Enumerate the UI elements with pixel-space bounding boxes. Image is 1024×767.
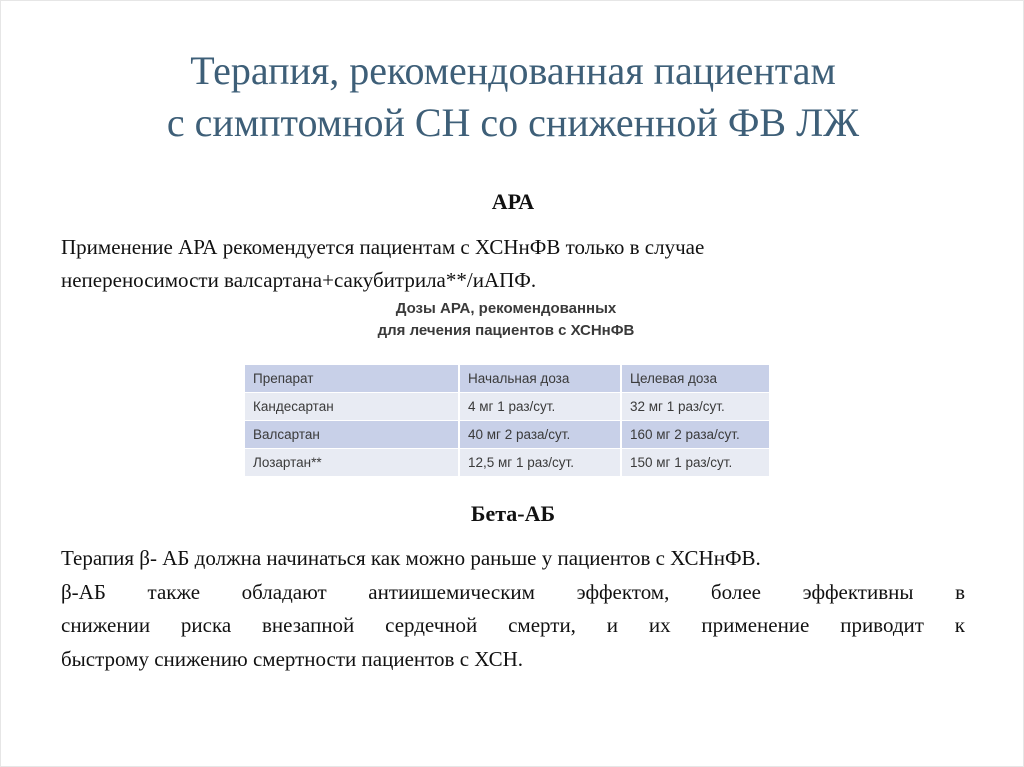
slide-title [41,45,985,149]
beta-ab-paragraph-line: β-АБ также обладают антиишемическим эффектом, более эффективны в [61,579,965,604]
slide-title-line-2: с симптомной СН со сниженной ФВ ЛЖ [166,100,860,145]
cell-initial-dose: 12,5 мг 1 раз/сут. [459,449,621,477]
table-caption-line: Дозы АРА, рекомендованных [395,300,617,317]
slide-title-line-1: Терапия, рекомендованная пациентам [190,48,836,93]
cell-target-dose: 160 мг 2 раза/сут. [621,421,769,449]
beta-ab-paragraph [61,542,965,676]
header-drug: Препарат [245,365,459,393]
header-initial-dose: Начальная доза [459,365,621,393]
ara-paragraph-line: Применение АРА рекомендуется пациентам с ХСНнФВ только в случае [61,235,705,259]
ara-heading: АРА [491,189,535,214]
beta-ab-paragraph-line: Терапия β- АБ должна начинаться как можно раньше у пациентов с ХСНнФВ. [61,546,761,570]
cell-target-dose: 32 мг 1 раз/сут. [621,393,769,421]
table-header-row [245,365,769,393]
beta-ab-paragraph-line: снижении риска внезапной сердечной смерти, и их применение приводит к [61,613,965,637]
table-caption-line: для лечения пациентов с ХСНнФВ [377,322,635,339]
table-row [245,393,769,421]
cell-initial-dose: 40 мг 2 раза/сут. [459,421,621,449]
cell-drug: Валсартан [245,421,459,449]
beta-ab-paragraph-line: быстрому снижению смертности пациентов с ХСН. [61,646,524,671]
beta-ab-heading: Бета-АБ [470,501,556,526]
ara-doses-table [245,365,769,477]
ara-paragraph [61,231,961,297]
table-row [245,421,769,449]
cell-initial-dose: 4 мг 1 раз/сут. [459,393,621,421]
cell-drug: Лозартан** [245,449,459,477]
table-row [245,449,769,477]
ara-doses-table-caption [241,298,771,342]
header-target-dose: Целевая доза [621,365,769,393]
cell-target-dose: 150 мг 1 раз/сут. [621,449,769,477]
cell-drug: Кандесартан [245,393,459,421]
ara-paragraph-line: непереносимости валсартана+сакубитрила**/иАПФ. [61,268,537,292]
